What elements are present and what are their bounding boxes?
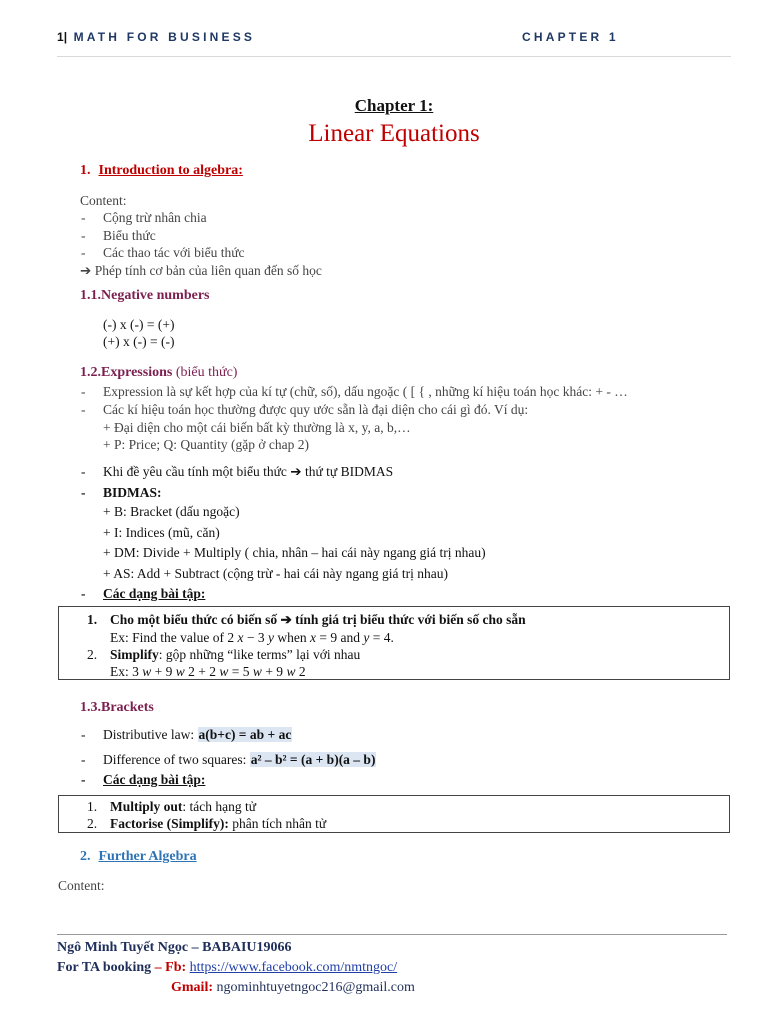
bidmas-item: + AS: Add + Subtract (cộng trừ - hai cái này ngang giá trị nhau)	[103, 566, 448, 581]
header-chapter: CHAPTER 1	[522, 30, 619, 44]
page-header	[57, 30, 255, 44]
chapter-label: Chapter 1:	[354, 96, 434, 115]
section-2-title: Further Algebra	[98, 849, 197, 864]
list-subitem: + P: Price; Q: Quantity (gặp ở chap 2)	[103, 437, 309, 452]
footer-author: Ngô Minh Tuyết Ngọc – BABAIU19066	[57, 940, 292, 955]
rule-line: (-) x (-) = (+)	[103, 317, 175, 332]
section-2-number: 2.	[80, 849, 91, 864]
list-subitem: + Đại diện cho một cái biến bất kỳ thường là x, y, a, b,…	[103, 420, 411, 435]
arrow-icon: ➔	[290, 464, 302, 479]
list-item: - Difference of two squares: a² – b² = (a + b)(a – b)	[81, 752, 376, 767]
book-title: MATH FOR BUSINESS	[73, 30, 256, 44]
bidmas-label: - BIDMAS:	[81, 485, 162, 500]
exercise-label: - Các dạng bài tập:	[81, 586, 206, 601]
list-item: - Expression là sự kết hợp của kí tự (chữ, số), dấu ngoặc ( [ { , những kí hiệu toán học khác: + - …	[81, 384, 628, 399]
section-2-heading	[80, 849, 197, 865]
footer-gmail-line: Gmail: ngominhtuyetngoc216@gmail.com	[171, 980, 415, 995]
facebook-link[interactable]: https://www.facebook.com/nmtngoc/	[189, 960, 398, 975]
section-1-number: 1.	[80, 163, 91, 178]
exercise-item: 2. Simplify: gộp những “like terms” lại với nhau	[87, 647, 361, 662]
arrow-line: ➔ Phép tính cơ bản của liên quan đến số học	[80, 263, 322, 278]
arrow-icon: ➔	[280, 612, 292, 627]
header-divider	[57, 56, 731, 57]
section-1-title: Introduction to algebra:	[98, 163, 243, 178]
chapter-title: Linear Equations	[308, 120, 480, 147]
header-separator: |	[63, 30, 68, 44]
content-label: Content:	[80, 193, 127, 208]
exercise-item: 1. Multiply out: tách hạng tử	[87, 799, 257, 814]
list-item: - Các thao tác với biểu thức	[81, 245, 245, 260]
footer-divider	[57, 934, 727, 935]
exercise-item: 2. Factorise (Simplify): phân tích nhân tử	[87, 816, 327, 831]
subsection-negative-numbers: 1.1.Negative numbers	[80, 288, 210, 303]
section-1-heading	[80, 163, 243, 179]
exercise-label: - Các dạng bài tập:	[81, 772, 206, 787]
list-item: - Distributive law: a(b+c) = ab + ac	[81, 727, 292, 742]
formula-difference-squares: a² – b² = (a + b)(a – b)	[250, 752, 376, 767]
list-item: - Cộng trừ nhân chia	[81, 210, 207, 225]
subsection-expressions: 1.2.Expressions (biểu thức)	[80, 365, 238, 380]
page-number: 1	[57, 30, 64, 44]
gmail-address: ngominhtuyetngoc216@gmail.com	[216, 980, 415, 995]
exercise-example: Ex: Find the value of 2 x − 3 y when x = 9 and y = 4.	[110, 630, 394, 645]
bidmas-item: + B: Bracket (dấu ngoặc)	[103, 504, 240, 519]
formula-distributive: a(b+c) = ab + ac	[198, 727, 292, 742]
list-item: - Khi đề yêu cầu tính một biểu thức ➔ thứ tự BIDMAS	[81, 464, 394, 479]
footer-ta-line: For TA booking – Fb: https://www.facebook.com/nmtngoc/	[57, 960, 398, 975]
subsection-brackets: 1.3.Brackets	[80, 700, 154, 715]
list-item: - Các kí hiệu toán học thường được quy ước sẵn là đại diện cho cái gì đó. Ví dụ:	[81, 402, 529, 417]
exercise-item: 1. Cho một biểu thức có biến số ➔ tính giá trị biểu thức với biến số cho sẵn	[87, 612, 526, 627]
exercise-example: Ex: 3 w + 9 w 2 + 2 w = 5 w + 9 w 2	[110, 664, 306, 679]
list-item: - Biểu thức	[81, 228, 156, 243]
bidmas-item: + I: Indices (mũ, căn)	[103, 525, 220, 540]
content-label: Content:	[58, 878, 105, 893]
rule-line: (+) x (-) = (-)	[103, 334, 175, 349]
arrow-icon: ➔	[80, 263, 92, 278]
bidmas-item: + DM: Divide + Multiply ( chia, nhân – hai cái này ngang giá trị nhau)	[103, 545, 486, 560]
